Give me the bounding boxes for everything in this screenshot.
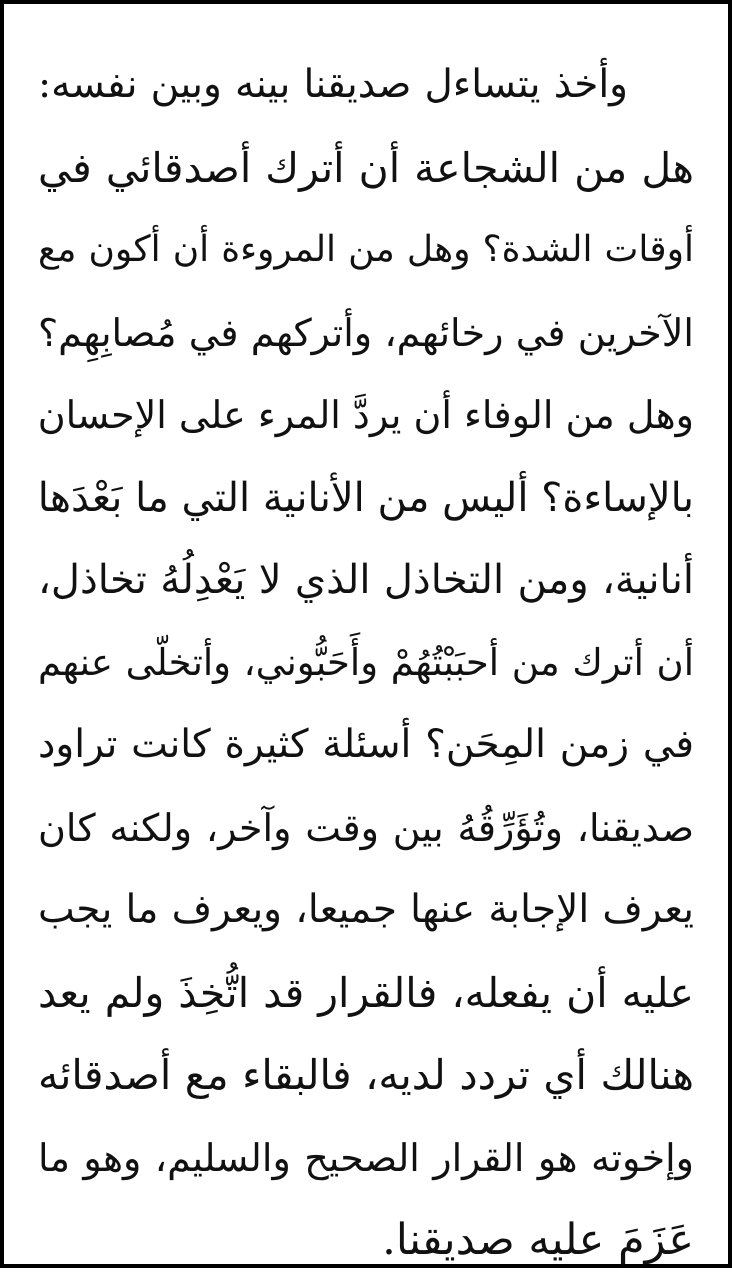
text-line: عليه أن يفعله، فالقرار قد اتُّخِذَ ولم يعد — [38, 968, 694, 1017]
text-line: أوقات الشدة؟ وهل من المروءة أن أكون مع — [38, 229, 694, 270]
paragraph — [38, 44, 694, 1282]
text-line: أنانية، ومن التخاذل الذي لا يَعْدِلُهُ تخاذل، — [38, 557, 694, 603]
text-line: وهل من الوفاء أن يردَّ المرء على الإحسان — [38, 393, 694, 437]
text-line: هل من الشجاعة أن أترك أصدقائي في — [38, 143, 694, 192]
text-line: وإخوته هو القرار الصحيح والسليم، وهو ما — [38, 1135, 694, 1180]
text-line: وأخذ يتساءل صديقنا بينه وبين نفسه: — [38, 62, 628, 107]
text-line: صديقنا، وتُؤَرِّقُهُ بين وقت وآخر، ولكنه كان — [38, 805, 694, 850]
text-line: هنالك أي تردد لديه، فالبقاء مع أصدقائه — [38, 1051, 694, 1099]
text-line: بالإساءة؟ أليس من الأنانية التي ما بَعْدَها — [38, 474, 694, 521]
text-line: الآخرين في رخائهم، وأتركهم في مُصابِهِم؟ — [38, 310, 694, 355]
text-line: في زمن المِحَن؟ أسئلة كثيرة كانت تراود — [38, 722, 694, 767]
text-line: أن أترك من أحبَبْتُهُمْ وأَحَبُّوني، وأتخلّى عنهم — [38, 640, 694, 684]
text-line: يعرف الإجابة عنها جميعا، ويعرف ما يجب — [38, 887, 694, 932]
text-line: عَزَمَ عليه صديقنا. — [382, 1215, 694, 1265]
